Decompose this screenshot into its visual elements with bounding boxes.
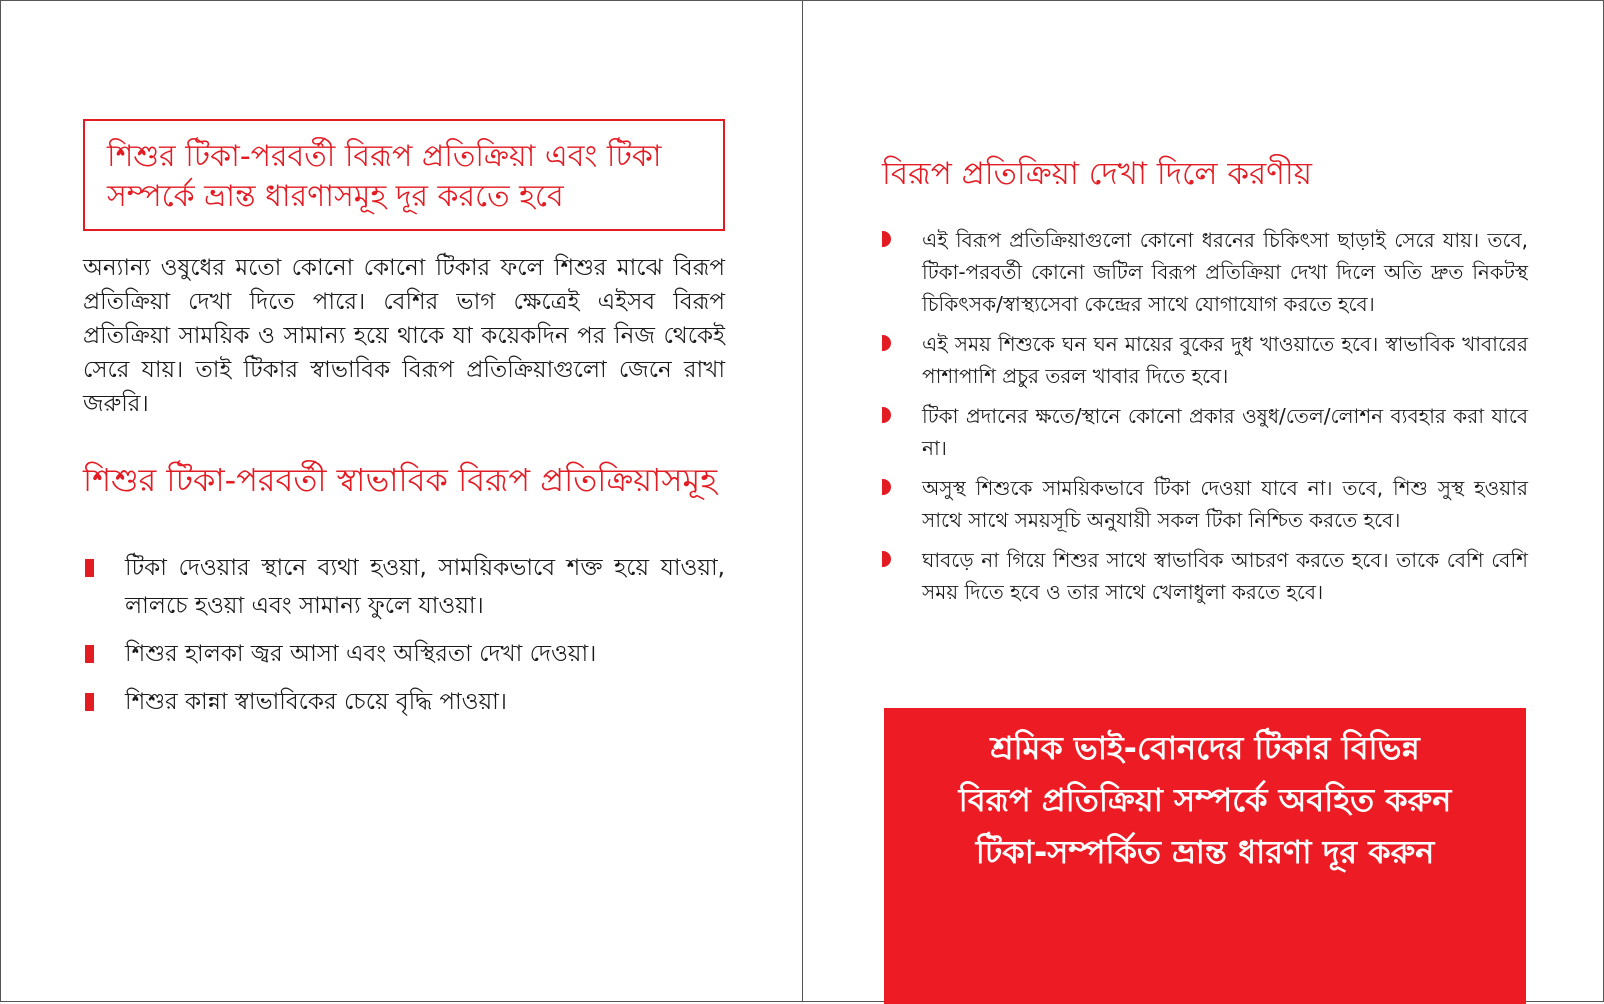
square-bullet-icon [85,559,94,577]
left-page [0,0,803,1002]
half-round-bullet-icon [882,407,891,423]
list-item [882,224,1528,320]
page-title-box [83,119,725,231]
banner-line: শ্রমিক ভাই-বোনদের টিকার বিভিন্ন [990,729,1420,767]
call-to-action-banner [884,708,1526,1004]
square-bullet-icon [85,645,94,663]
section-heading-normal-reactions: শিশুর টিকা-পরবর্তী স্বাভাবিক বিরূপ প্রতিক্রিয়াসমূহ [83,461,718,499]
page-title: শিশুর টিকা-পরবর্তী বিরূপ প্রতিক্রিয়া এবং টিকা সম্পর্কে ভ্রান্ত ধারণাসমূহ দূর করতে হবে [107,139,662,214]
half-round-bullet-icon [882,479,891,495]
normal-reactions-list [83,549,725,731]
banner-line: টিকা-সম্পর্কিত ভ্রান্ত ধারণা দূর করুন [975,833,1435,871]
section-heading-what-to-do: বিরূপ প্রতিক্রিয়া দেখা দিলে করণীয় [882,156,1312,192]
list-item [882,400,1528,464]
list-item-text: অসুস্থ শিশুকে সাময়িকভাবে টিকা দেওয়া যাবে না। তবে, শিশু সুস্থ হওয়ার সাথে সাথে সময়সূচি অনুযায়ী সকল টিকা নিশ্চিত করতে হবে। [922,476,1528,532]
half-round-bullet-icon [882,551,891,567]
list-item-text: ঘাবড়ে না গিয়ে শিশুর সাথে স্বাভাবিক আচরণ করতে হবে। তাকে বেশি বেশি সময় দিতে হবে ও তার সাথে খেলাধুলা করতে হবে। [922,548,1528,604]
list-item-text: এই সময় শিশুকে ঘন ঘন মায়ের বুকের দুধ খাওয়াতে হবে। স্বাভাবিক খাবারের পাশাপাশি প্রচুর তরল খাবার দিতে হবে। [922,332,1528,388]
half-round-bullet-icon [882,231,891,247]
list-item-text: এই বিরূপ প্রতিক্রিয়াগুলো কোনো ধরনের চিকিৎসা ছাড়াই সেরে যায়। তবে, টিকা-পরবর্তী কোনো জটিল বিরূপ প্রতিক্রিয়া দেখা দিলে অতি দ্রুত নিকটস্থ চিকিৎসক/স্বাস্থ্যসেবা কেন্দ্রের সাথে যোগাযোগ করতে হবে। [922,228,1528,316]
list-item [882,328,1528,392]
list-item-text: টিকা দেওয়ার স্থানে ব্যথা হওয়া, সাময়িকভাবে শক্ত হয়ে যাওয়া, লালচে হওয়া এবং সামান্য ফুলে যাওয়া। [125,555,725,619]
intro-paragraph: অন্যান্য ওষুধের মতো কোনো কোনো টিকার ফলে শিশুর মাঝে বিরূপ প্রতিক্রিয়া দেখা দিতে পারে। বেশির ভাগ ক্ষেত্রেই এইসব বিরূপ প্রতিক্রিয়া সাময়িক ও সামান্য হয়ে থাকে যা কয়েকদিন পর নিজ থেকেই সেরে যায়। তাই টিকার স্বাভাবিক বিরূপ প্রতিক্রিয়াগুলো জেনে রাখা জরুরি। [83,255,725,417]
list-item [882,544,1528,608]
what-to-do-list [882,224,1528,616]
list-item [83,635,725,673]
list-item [83,549,725,625]
square-bullet-icon [85,693,94,711]
list-item [882,472,1528,536]
half-round-bullet-icon [882,335,891,351]
list-item-text: শিশুর কান্না স্বাভাবিকের চেয়ে বৃদ্ধি পাওয়া। [125,689,508,715]
list-item [83,683,725,721]
list-item-text: শিশুর হালকা জ্বর আসা এবং অস্থিরতা দেখা দেওয়া। [125,641,597,667]
banner-line: বিরূপ প্রতিক্রিয়া সম্পর্কে অবহিত করুন [958,781,1452,819]
list-item-text: টিকা প্রদানের ক্ষতে/স্থানে কোনো প্রকার ওষুধ/তেল/লোশন ব্যবহার করা যাবে না। [922,404,1528,460]
